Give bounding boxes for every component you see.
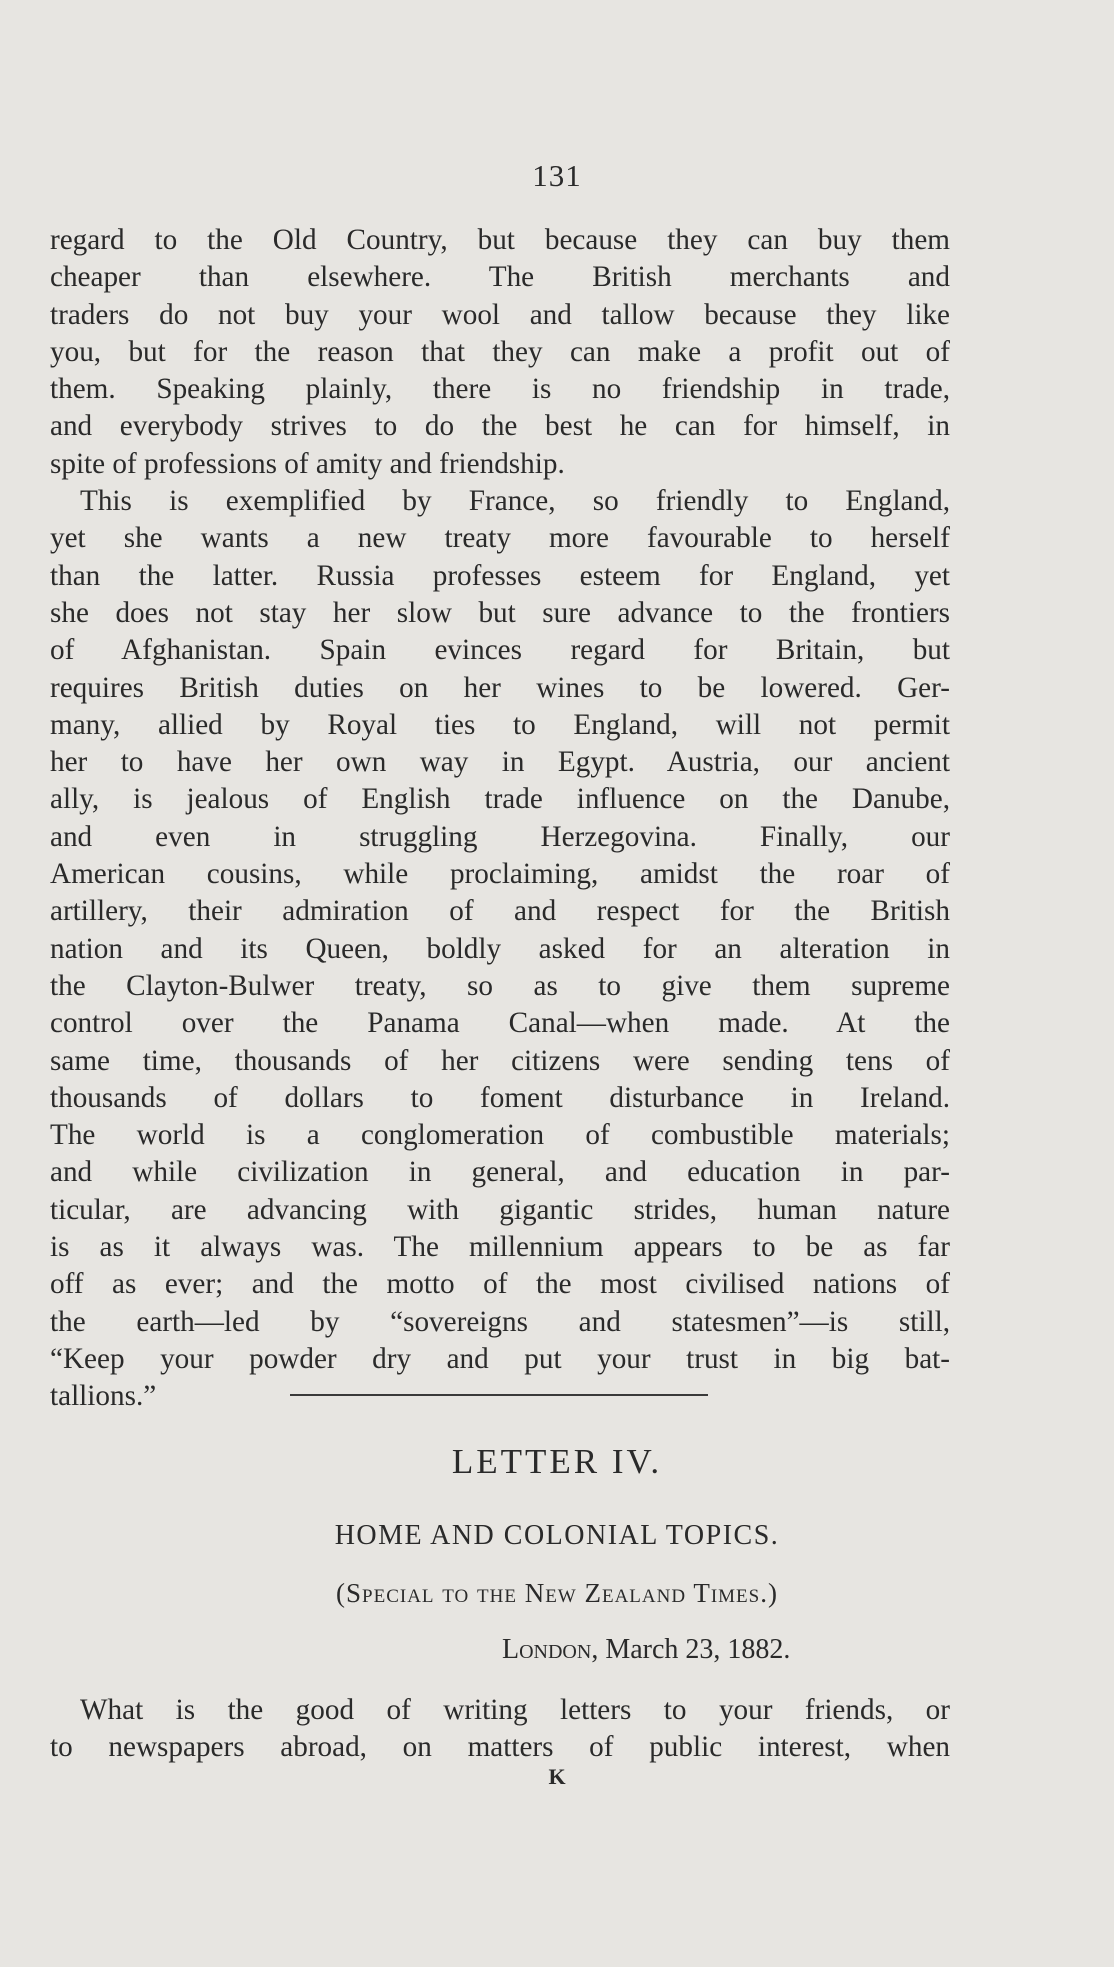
text-line: tallions.” bbox=[50, 1380, 157, 1413]
text-line: same time, thousands of her citizens were sending tens of bbox=[50, 1044, 950, 1077]
text-line: is as it always was. The millennium appears to be as far bbox=[50, 1231, 950, 1264]
text-line: and even in struggling Herzegovina. Finally, our bbox=[50, 820, 950, 853]
page-number: 131 bbox=[532, 158, 582, 193]
text-line: American cousins, while proclaiming, amidst the roar of bbox=[50, 858, 950, 891]
text-line: and everybody strives to do the best he can for himself, in bbox=[50, 410, 950, 443]
text-line: she does not stay her slow but sure advance to the frontiers bbox=[50, 596, 950, 629]
text-line: cheaper than elsewhere. The British merchants and bbox=[50, 261, 950, 294]
text-line: This is exemplified by France, so friendly to England, bbox=[80, 485, 950, 518]
text-line: “Keep your powder dry and put your trust in big bat- bbox=[50, 1342, 950, 1375]
text-line: ticular, are advancing with gigantic strides, human nature bbox=[50, 1193, 950, 1226]
text-line: regard to the Old Country, but because they can buy them bbox=[50, 224, 950, 256]
text-line: many, allied by Royal ties to England, will not permit bbox=[50, 708, 950, 741]
special-subtitle: (Special to the New Zealand Times.) bbox=[336, 1578, 778, 1608]
body-text bbox=[50, 222, 950, 1416]
dateline-place: London, bbox=[502, 1634, 599, 1665]
text-line: thousands of dollars to foment disturbance in Ireland. bbox=[50, 1081, 950, 1114]
text-line: of Afghanistan. Spain evinces regard for Britain, but bbox=[50, 634, 950, 667]
letter-body bbox=[50, 1692, 950, 1767]
text-line: and while civilization in general, and education in par- bbox=[50, 1156, 950, 1189]
text-line: spite of professions of amity and friendship. bbox=[50, 447, 565, 480]
letter-heading: LETTER IV. bbox=[451, 1442, 663, 1481]
text-line: artillery, their admiration of and respect for the British bbox=[50, 895, 950, 928]
text-line: The world is a conglomeration of combustible materials; bbox=[50, 1119, 950, 1152]
dateline-date: March 23, 1882. bbox=[605, 1634, 791, 1665]
dateline bbox=[502, 1634, 790, 1666]
section-divider bbox=[290, 1394, 708, 1396]
topic-heading: HOME AND COLONIAL TOPICS. bbox=[334, 1520, 780, 1551]
text-line: her to have her own way in Egypt. Austria, our ancient bbox=[50, 746, 950, 779]
text-line: What is the good of writing letters to your friends, or bbox=[80, 1694, 950, 1726]
text-line: them. Speaking plainly, there is no friendship in trade, bbox=[50, 373, 950, 406]
text-line: to newspapers abroad, on matters of public interest, when bbox=[50, 1731, 950, 1764]
text-line: the earth—led by “sovereigns and statesmen”—is still, bbox=[50, 1305, 950, 1338]
text-line: requires British duties on her wines to be lowered. Ger- bbox=[50, 671, 950, 704]
signature-mark: K bbox=[548, 1764, 566, 1789]
text-line: traders do not buy your wool and tallow because they like bbox=[50, 298, 950, 331]
text-line: than the latter. Russia professes esteem for England, yet bbox=[50, 559, 950, 592]
text-line: yet she wants a new treaty more favourable to herself bbox=[50, 522, 950, 555]
text-line: off as ever; and the motto of the most civilised nations of bbox=[50, 1268, 950, 1301]
text-line: control over the Panama Canal—when made. At the bbox=[50, 1007, 950, 1040]
text-line: the Clayton-Bulwer treaty, so as to give them supreme bbox=[50, 969, 950, 1002]
text-line: ally, is jealous of English trade influence on the Danube, bbox=[50, 783, 950, 816]
text-line: you, but for the reason that they can make a profit out of bbox=[50, 335, 950, 368]
text-line: nation and its Queen, boldly asked for an alteration in bbox=[50, 932, 950, 965]
